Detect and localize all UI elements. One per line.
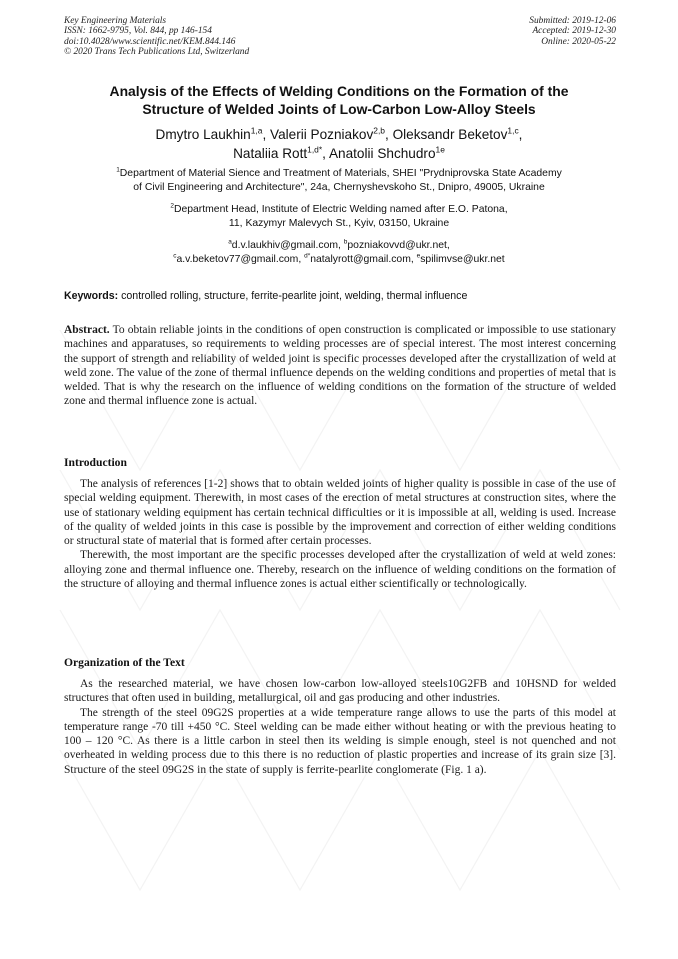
author-separator: , <box>518 127 523 142</box>
email-mark: a <box>228 238 232 246</box>
author-emails <box>40 239 638 268</box>
section-introduction <box>64 477 616 591</box>
title-line-2: Structure of Welded Joints of Low-Carbon Low-Alloy Steels <box>142 101 536 117</box>
abstract-label: Abstract. <box>64 324 110 336</box>
affiliation-line: Department Head, Institute of Electric Welding named after E.O. Patona, <box>173 204 508 215</box>
email-link[interactable]: a.v.beketov77@gmail.com, <box>176 254 305 266</box>
journal-issn: ISSN: 1662-9795, Vol. 844, pp 146-154 <box>64 26 212 37</box>
author-affiliation-mark: 1e <box>435 144 445 155</box>
author-name: Valerii Pozniakov <box>270 127 374 142</box>
paragraph: The analysis of references [1-2] shows that to obtain welded joints of higher quality is possible in case of the use of special welding equipment. Therewith, in most cases of the erection of metal structures at construction sites, where the use of stationary welding equipment has certain technical difficulties or it is impossible at all, welding is used. Increase of the quality of welded joints in this case is possible by the improvement and correction of either welding conditions or structural state of material that is formed after certain processes. <box>64 478 616 548</box>
affiliation-1 <box>40 167 638 196</box>
journal-name: Key Engineering Materials <box>64 16 167 26</box>
email-mark: c <box>173 252 177 260</box>
online-date: Online: 2020-05-22 <box>541 36 616 47</box>
email-link[interactable]: natalyrott@gmail.com, <box>310 254 417 266</box>
author-affiliation-mark: 1,a <box>250 125 263 136</box>
abstract-text: To obtain reliable joints in the conditions of open construction is complicated or impossible to use stationary machines and apparatuses, so requirements to welding processes are of special interest. The most interest concerning the support of strength and reliability of welded joint is specific processes developed after the crystallization of weld at weld zone. The value of the zone of thermal influence depends on the welding conditions and properties of metal that is welded. That is why the research on the influence of welding conditions on the formation of the structure of welded zone and thermal influence zone is actual. <box>64 324 616 408</box>
author-affiliation-mark: 1,d* <box>307 144 323 155</box>
keywords-label: Keywords: <box>64 290 119 302</box>
author-name: Oleksandr Beketov <box>392 127 508 142</box>
paragraph: Therewith, the most important are the specific processes developed after the crystallization of weld at weld zones: alloying zone and thermal influence one. Thereby, research on the influence of welding conditions on the formation of the structure of alloying and thermal influence zones is actual either scientifically or technologically. <box>64 549 616 591</box>
paragraph: As the researched material, we have chosen low-carbon low-alloyed steels10G2FB and 10HSND for welded structures that often used in building, metallurgical, oil and gas producing and other industries. <box>64 678 616 705</box>
author-separator: , <box>385 127 393 142</box>
email-link[interactable]: d.v.laukhiv@gmail.com, <box>231 240 344 251</box>
author-separator: , <box>262 127 271 142</box>
email-mark: d* <box>304 252 311 260</box>
section-heading-introduction: Introduction <box>64 456 127 469</box>
section-organization <box>64 677 616 777</box>
paragraph: The strength of the steel 09G2S properties at a wide temperature range allows to use the parts of this model at temperature range -70 till +450 °C. Steel welding can be made either without heating or with the previous heating to 100 – 120 °C. As there is a little carbon in steel then its welding is simple enough, steel is not quenched and not overheated in welding process due to this there is no reduction of plastic properties and increase of its grain size [3]. Structure of the steel 09G2S in the state of supply is ferrite-pearlite conglomerate (Fig. 1 a). <box>64 706 616 776</box>
author-list <box>40 126 638 163</box>
keywords-text: controlled rolling, structure, ferrite-pearlite joint, welding, thermal influence <box>118 290 468 302</box>
author-name: Dmytro Laukhin <box>155 127 251 142</box>
email-link[interactable]: spilimvse@ukr.net <box>420 254 505 266</box>
abstract <box>64 323 616 409</box>
affiliation-line: Department of Material Sience and Treatment of Materials, SHEI "Prydniprovska State Academy <box>119 168 562 179</box>
affiliation-mark: 2 <box>170 202 174 210</box>
author-name: Anatolii Shchudro <box>328 145 436 161</box>
author-affiliation-mark: 1,c <box>507 125 519 136</box>
submitted-date: Submitted: 2019-12-06 <box>529 16 616 26</box>
email-mark: b <box>343 238 348 246</box>
affiliation-line: of Civil Engineering and Architecture", 24a, Chernyshevskoho St., Dnipro, 49005, Ukraine <box>133 182 545 194</box>
section-heading-organization: Organization of the Text <box>64 656 185 669</box>
email-link[interactable]: pozniakovvd@ukr.net, <box>347 240 450 251</box>
title-line-1: Analysis of the Effects of Welding Conditions on the Formation of the <box>109 83 569 99</box>
publication-dates <box>529 16 616 47</box>
journal-doi[interactable]: doi:10.4028/www.scientific.net/KEM.844.146 <box>64 36 236 47</box>
author-affiliation-mark: 2,b <box>373 125 385 136</box>
affiliation-line: 11, Kazymyr Malevych St., Kyiv, 03150, Ukraine <box>228 218 450 230</box>
author-separator: , <box>322 145 329 161</box>
accepted-date: Accepted: 2019-12-30 <box>532 26 616 37</box>
journal-info <box>64 16 249 57</box>
affiliation-2 <box>40 203 638 232</box>
email-mark: e <box>416 252 421 260</box>
author-name: Nataliia Rott <box>233 145 308 161</box>
keywords <box>64 289 616 303</box>
journal-copyright: © 2020 Trans Tech Publications Ltd, Switzerland <box>64 46 250 57</box>
paper-title <box>40 82 638 118</box>
affiliation-mark: 1 <box>116 166 120 174</box>
